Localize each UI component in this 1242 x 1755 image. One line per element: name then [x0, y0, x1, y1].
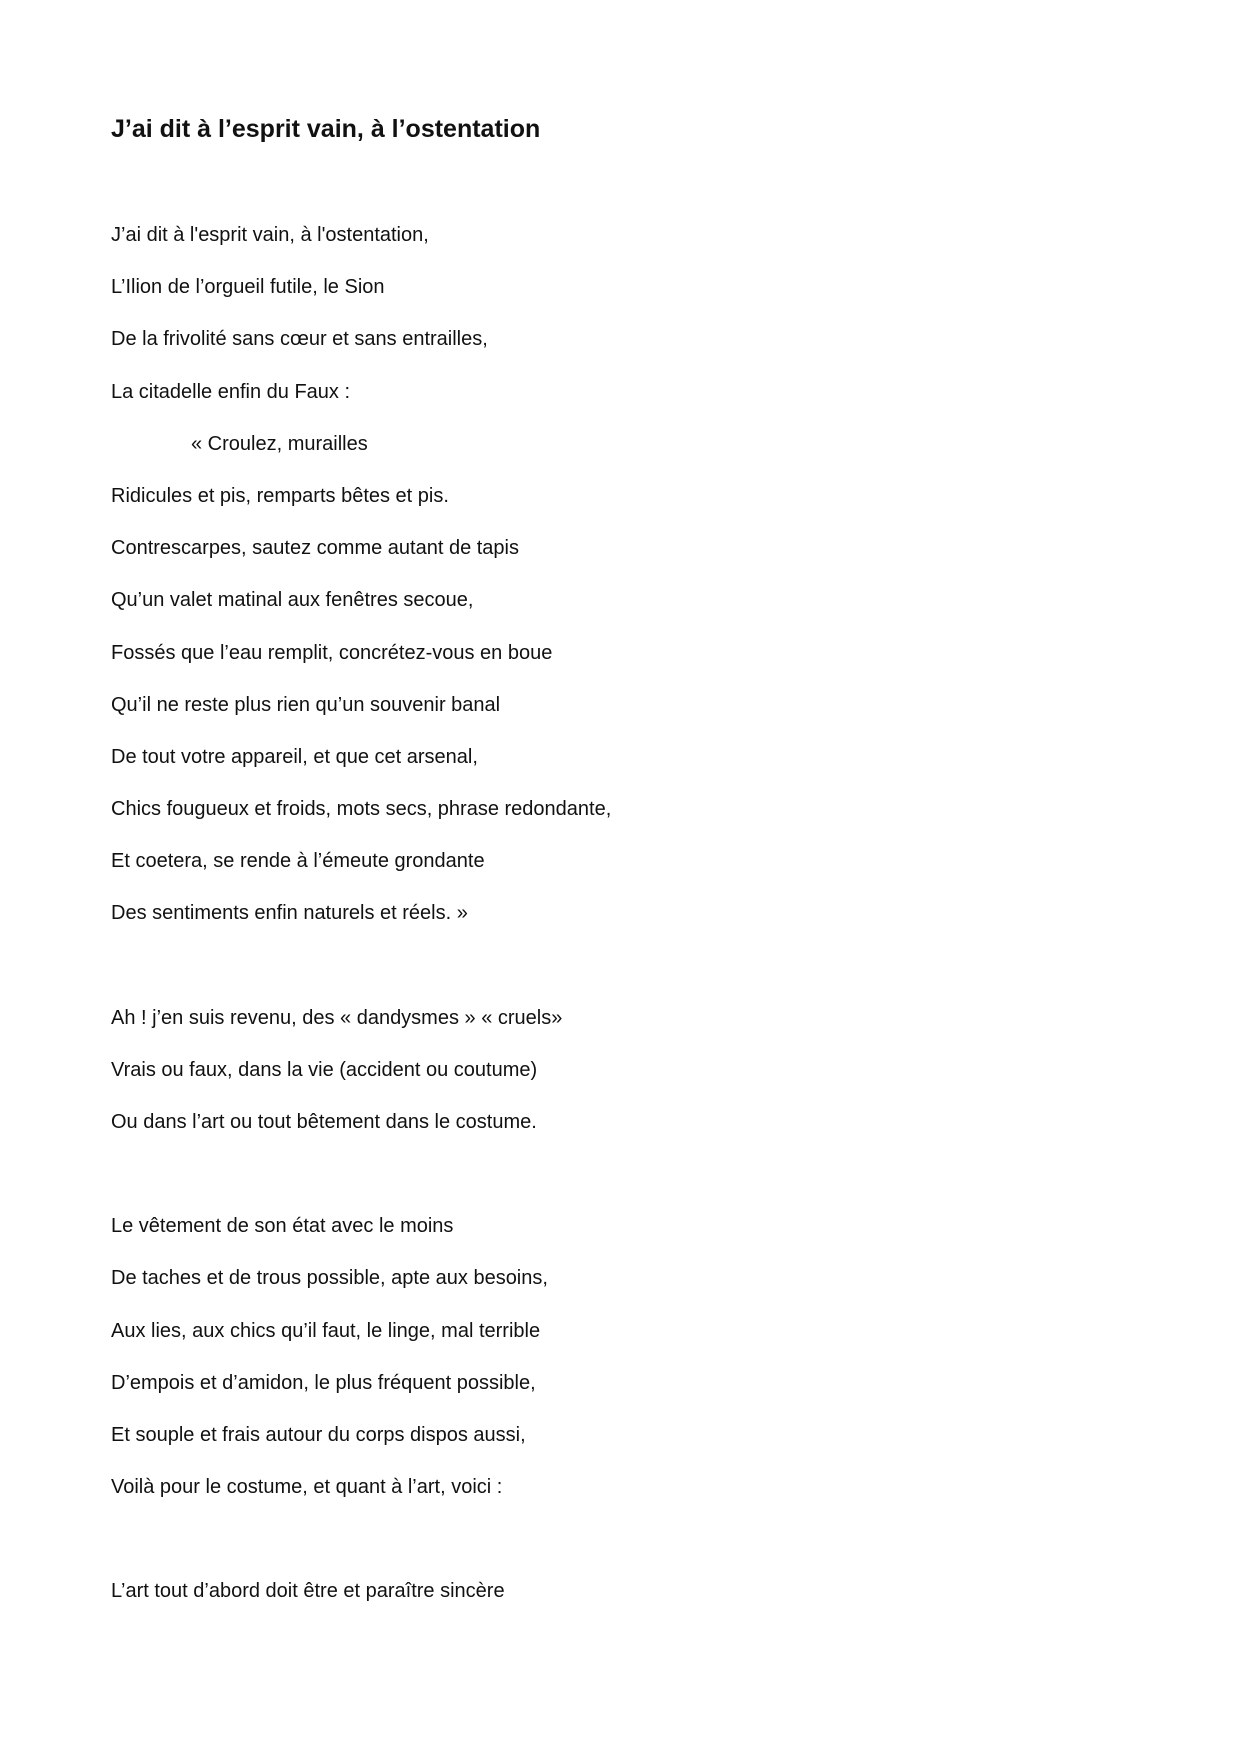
verse-line: Qu’un valet matinal aux fenêtres secoue, [111, 589, 474, 612]
verse-line: D’empois et d’amidon, le plus fréquent possible, [111, 1371, 536, 1394]
verse-line: L’art tout d’abord doit être et paraître sincère [111, 1580, 505, 1603]
verse-line: J’ai dit à l'esprit vain, à l'ostentation, [111, 224, 429, 246]
verse-line: De tout votre appareil, et que cet arsenal, [111, 745, 478, 768]
verse-line-indented: « Croulez, murailles [191, 432, 368, 455]
verse-line: Le vêtement de son état avec le moins [111, 1215, 454, 1238]
verse-line: Voilà pour le costume, et quant à l’art, voici : [111, 1476, 503, 1499]
stanza [111, 217, 1111, 948]
verse-line: Ah ! j’en suis revenu, des « dandysmes » « cruels» [111, 1006, 563, 1029]
poem-body [111, 217, 1111, 1678]
stanza [111, 1000, 1111, 1157]
verse-line: Ou dans l’art ou tout bêtement dans le costume. [111, 1111, 537, 1133]
stanza [111, 1573, 1111, 1625]
verse-line: Des sentiments enfin naturels et réels. » [111, 902, 468, 925]
verse-line: De taches et de trous possible, apte aux besoins, [111, 1267, 548, 1290]
verse-line: Fossés que l’eau remplit, concrétez-vous en boue [111, 641, 553, 664]
verse-line: L’Ilion de l’orgueil futile, le Sion [111, 276, 385, 299]
verse-line: Ridicules et pis, remparts bêtes et pis. [111, 484, 449, 507]
verse-line: Et coetera, se rende à l’émeute grondante [111, 850, 485, 873]
stanza [111, 1208, 1111, 1521]
verse-line: Contrescarpes, sautez comme autant de tapis [111, 537, 519, 560]
verse-line: De la frivolité sans cœur et sans entrailles, [111, 328, 488, 351]
verse-line: Qu’il ne reste plus rien qu’un souvenir banal [111, 693, 501, 716]
verse-line: Aux lies, aux chics qu’il faut, le linge, mal terrible [111, 1319, 541, 1342]
verse-line: Vrais ou faux, dans la vie (accident ou coutume) [111, 1058, 538, 1081]
verse-line: Chics fougueux et froids, mots secs, phrase redondante, [111, 798, 612, 821]
poem-title: J’ai dit à l’esprit vain, à l’ostentation [111, 115, 541, 143]
verse-line: Et souple et frais autour du corps dispos aussi, [111, 1423, 526, 1446]
verse-line: La citadelle enfin du Faux : [111, 380, 351, 403]
